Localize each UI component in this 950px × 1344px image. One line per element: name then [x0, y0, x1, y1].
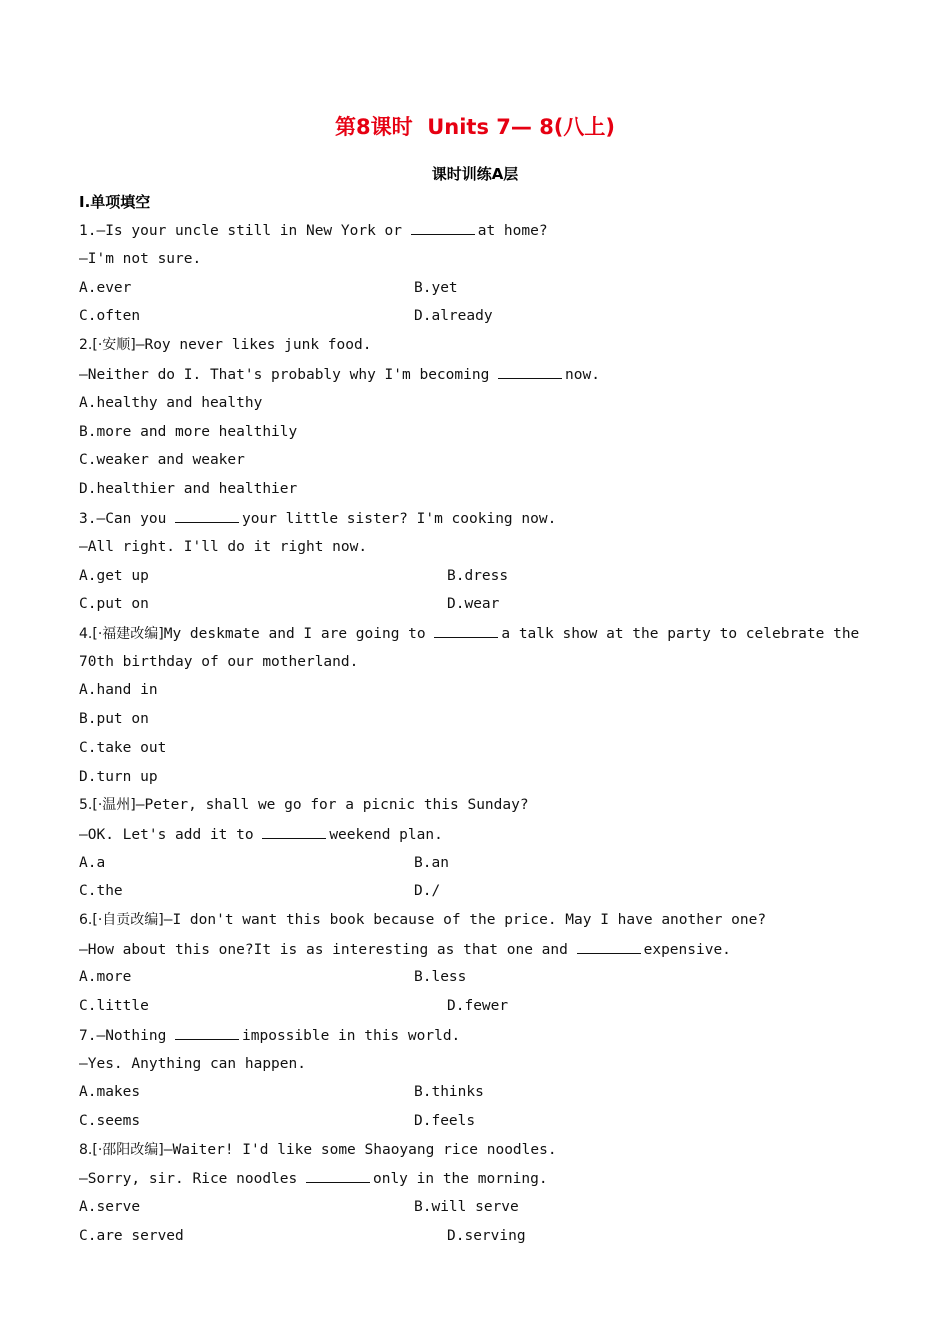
- question-7-stem: 7.—Nothing impossible in this world.: [79, 1025, 460, 1046]
- option-a[interactable]: A.serve: [79, 1199, 141, 1215]
- question-2-stem: 2.[·安顺]—Roy never likes junk food.: [79, 337, 372, 353]
- question-6-reply: —How about this one?It is as interesting as that one and expensive.: [79, 939, 731, 960]
- option-c[interactable]: C.take out: [79, 740, 167, 756]
- option-d[interactable]: D.already: [414, 308, 493, 324]
- option-a[interactable]: A.get up: [79, 568, 149, 584]
- answer-blank[interactable]: [306, 1168, 370, 1183]
- option-b[interactable]: B.put on: [79, 711, 149, 727]
- option-c[interactable]: C.the: [79, 883, 123, 899]
- option-b[interactable]: B.yet: [414, 280, 458, 296]
- option-b[interactable]: B.more and more healthily: [79, 424, 298, 440]
- option-a[interactable]: A.hand in: [79, 682, 158, 698]
- question-5-reply: —OK. Let's add it to weekend plan.: [79, 824, 443, 845]
- option-d[interactable]: D./: [414, 883, 441, 899]
- option-d[interactable]: D.wear: [447, 596, 500, 612]
- page-title: 第8课时 Units 7— 8(八上): [334, 115, 615, 139]
- page-subtitle: 课时训练A层: [431, 165, 519, 183]
- option-c[interactable]: C.are served: [79, 1228, 184, 1244]
- answer-blank[interactable]: [498, 364, 562, 379]
- option-c[interactable]: C.weaker and weaker: [79, 452, 245, 468]
- answer-blank[interactable]: [175, 508, 239, 523]
- question-2-reply: —Neither do I. That's probably why I'm becoming now.: [79, 364, 600, 385]
- option-b[interactable]: B.an: [414, 855, 449, 871]
- option-b[interactable]: B.dress: [447, 568, 509, 584]
- section-heading: Ⅰ.单项填空: [79, 193, 151, 211]
- option-d[interactable]: D.healthier and healthier: [79, 481, 298, 497]
- option-a[interactable]: A.ever: [79, 280, 132, 296]
- option-b[interactable]: B.thinks: [414, 1084, 484, 1100]
- option-d[interactable]: D.feels: [414, 1113, 476, 1129]
- option-c[interactable]: C.often: [79, 308, 141, 324]
- question-1-reply: —I'm not sure.: [79, 251, 202, 267]
- option-d[interactable]: D.serving: [447, 1228, 526, 1244]
- option-d[interactable]: D.turn up: [79, 769, 158, 785]
- answer-blank[interactable]: [577, 939, 641, 954]
- option-a[interactable]: A.more: [79, 969, 132, 985]
- question-8-reply: —Sorry, sir. Rice noodles only in the morning.: [79, 1168, 548, 1189]
- question-4-stem: 4.[·福建改编]My deskmate and I are going to a talk show at the party to celebrate the: [79, 623, 859, 644]
- question-6-stem: 6.[·自贡改编]—I don't want this book because of the price. May I have another one?: [79, 912, 767, 928]
- option-d[interactable]: D.fewer: [447, 998, 509, 1014]
- option-a[interactable]: A.makes: [79, 1084, 141, 1100]
- option-a[interactable]: A.a: [79, 855, 106, 871]
- question-4-stem-continued: 70th birthday of our motherland.: [79, 654, 359, 670]
- question-5-stem: 5.[·温州]—Peter, shall we go for a picnic this Sunday?: [79, 797, 529, 813]
- option-b[interactable]: B.will serve: [414, 1199, 519, 1215]
- question-3-reply: —All right. I'll do it right now.: [79, 539, 368, 555]
- question-1-stem: 1.—Is your uncle still in New York or at home?: [79, 220, 548, 241]
- question-8-stem: 8.[·邵阳改编]—Waiter! I'd like some Shaoyang rice noodles.: [79, 1142, 557, 1158]
- option-c[interactable]: C.put on: [79, 596, 149, 612]
- answer-blank[interactable]: [411, 220, 475, 235]
- option-c[interactable]: C.seems: [79, 1113, 141, 1129]
- question-7-reply: —Yes. Anything can happen.: [79, 1056, 306, 1072]
- answer-blank[interactable]: [262, 824, 326, 839]
- option-c[interactable]: C.little: [79, 998, 149, 1014]
- question-3-stem: 3.—Can you your little sister? I'm cooking now.: [79, 508, 556, 529]
- option-b[interactable]: B.less: [414, 969, 467, 985]
- answer-blank[interactable]: [175, 1025, 239, 1040]
- answer-blank[interactable]: [434, 623, 498, 638]
- option-a[interactable]: A.healthy and healthy: [79, 395, 263, 411]
